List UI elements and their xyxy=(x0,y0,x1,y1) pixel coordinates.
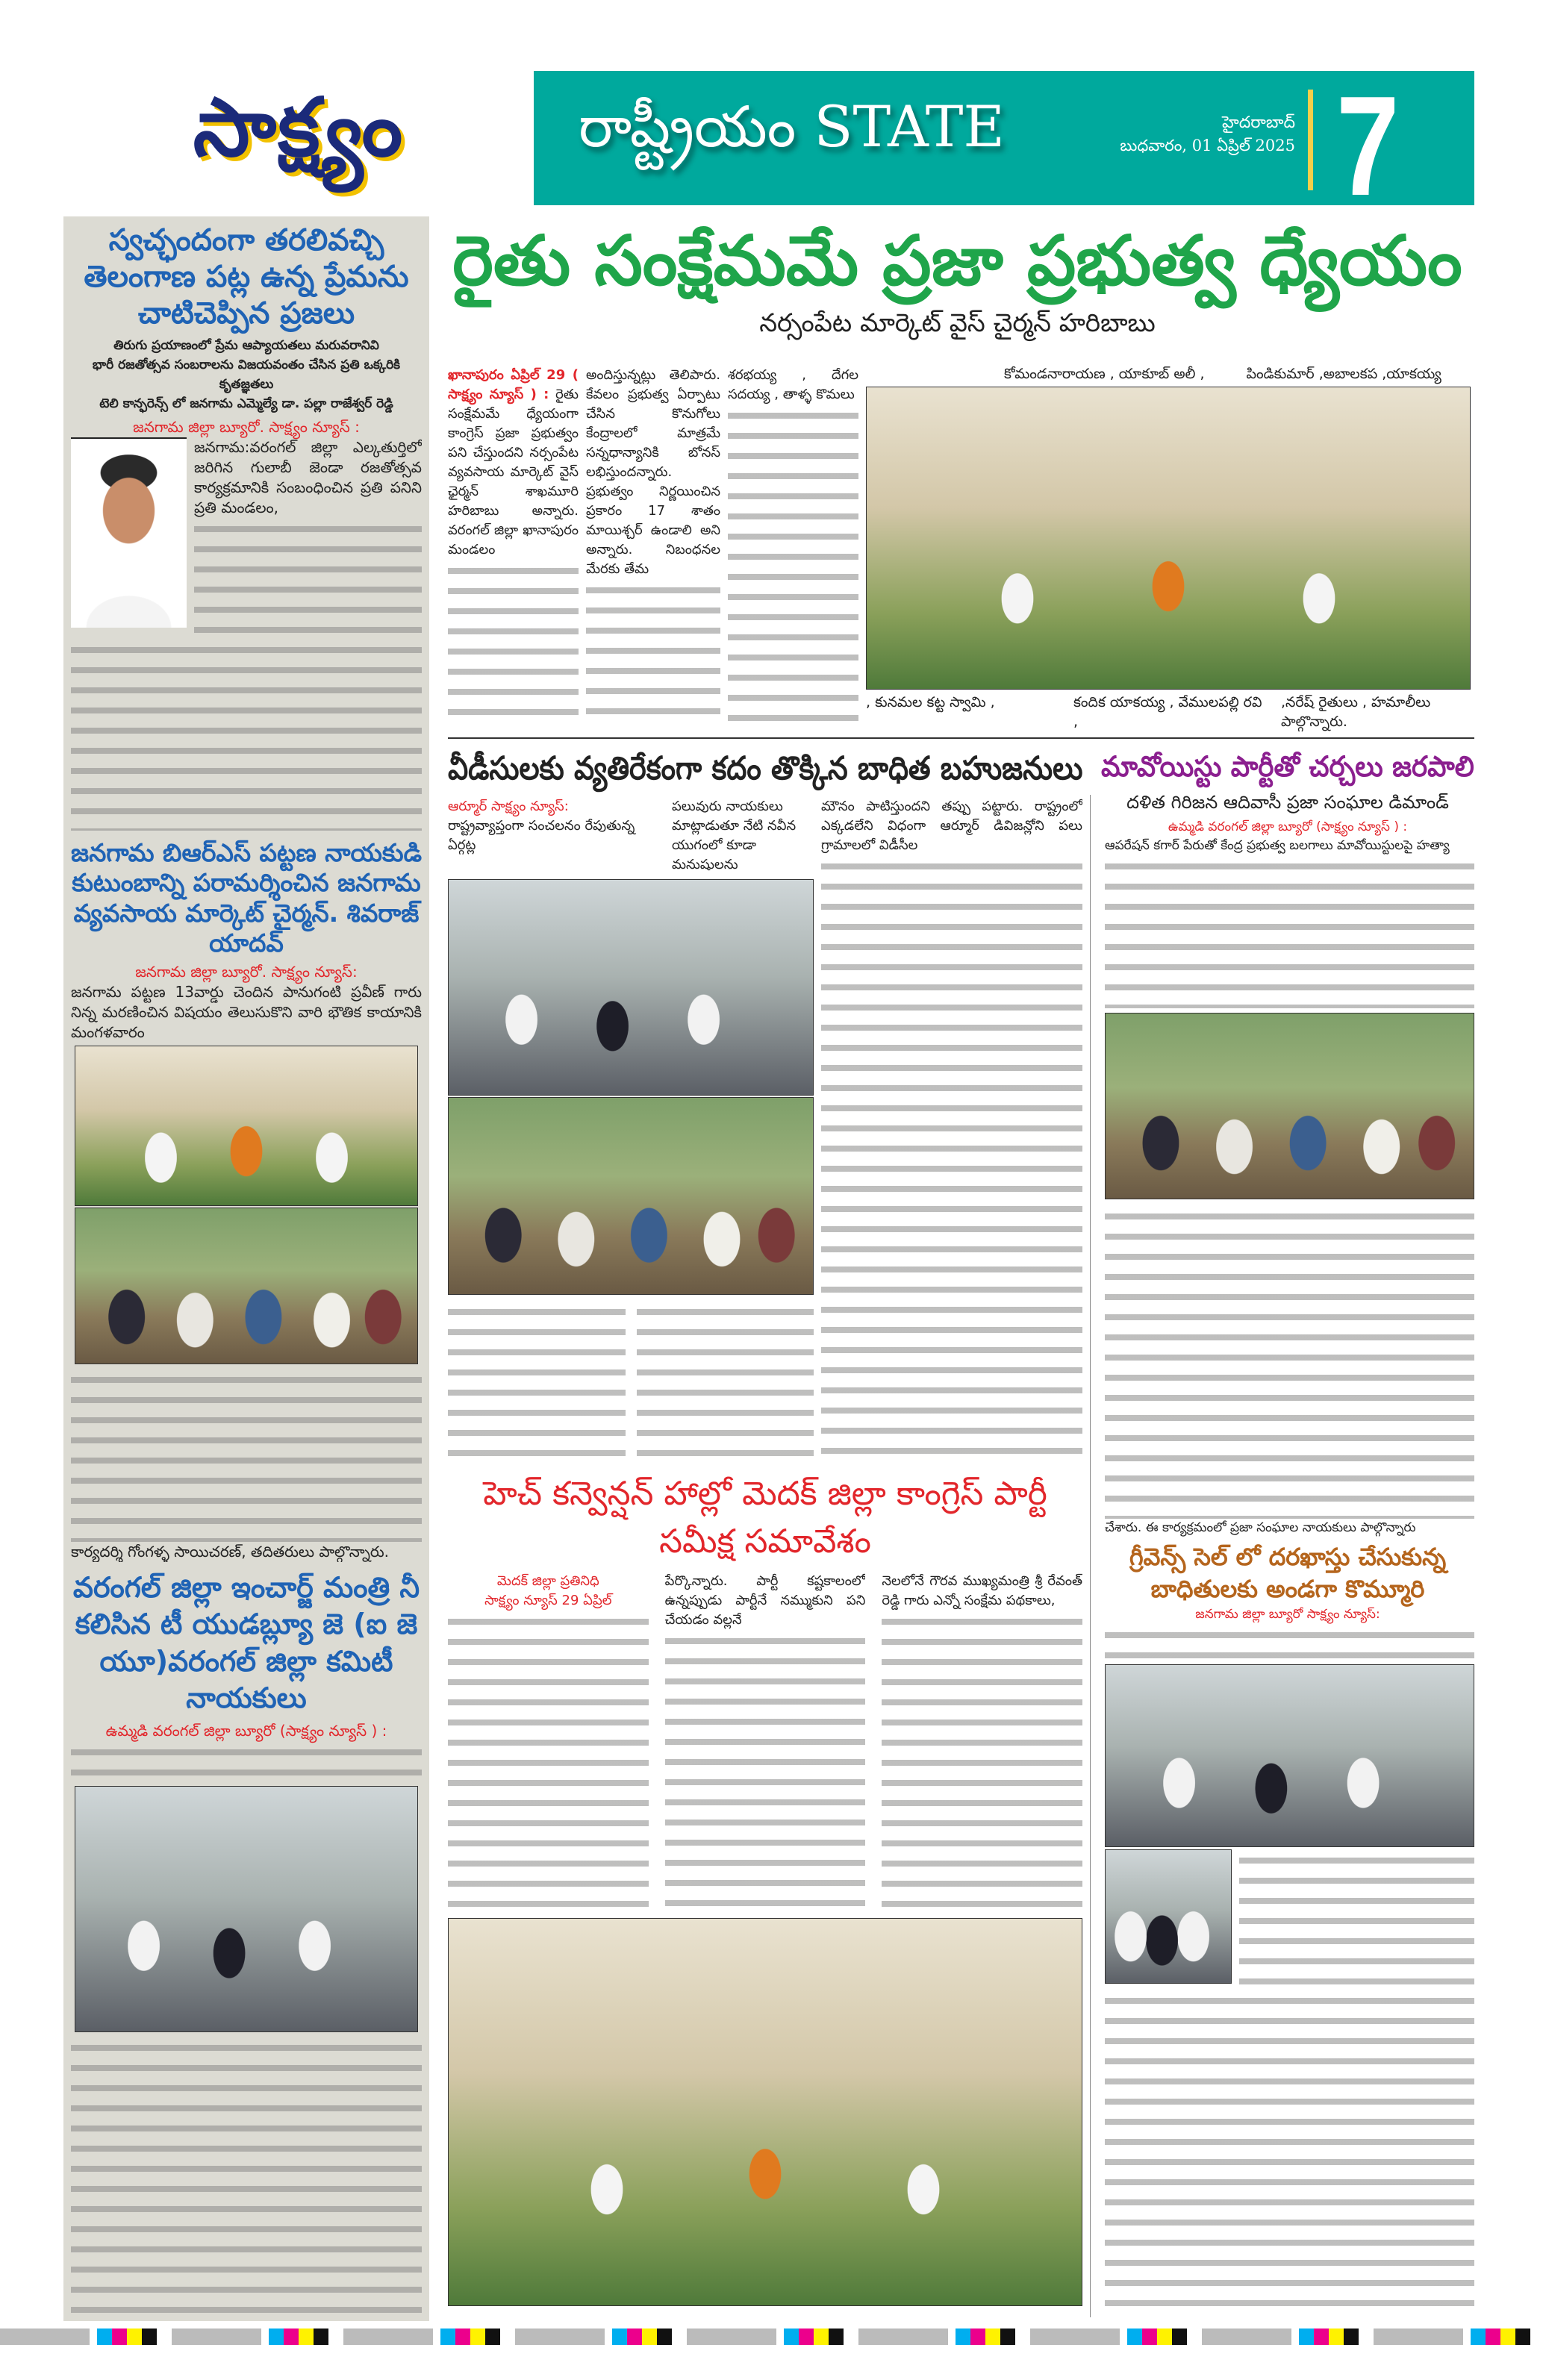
article-body xyxy=(448,1572,649,1912)
photo-caption: ,నరేష్ రైతులు , హమాలీలు పాల్గొన్నారు. xyxy=(1281,694,1431,730)
issue-date: బుధవారం, 01 ఏప్రిల్ 2025 xyxy=(1120,137,1295,154)
article-body-cont xyxy=(71,639,422,831)
article-body: నెలలోనే గౌరవ ముఖ్యమంత్రి శ్రీ రేవంత్ రెడ్డి గారు ఎన్నో సంక్షేమ పథకాలు, xyxy=(882,1572,1082,1912)
lead-headline-box xyxy=(440,220,1474,302)
newspaper-logo xyxy=(63,71,534,205)
article-body: మౌనం పాటిస్తుందని తప్పు పట్టారు. రాష్ట్రంలో ఎక్కడలేని విధంగా ఆర్మూర్ డివిజన్లోని పలు గ్రామాలలో విడీసీల xyxy=(821,797,1082,1459)
mla-portrait xyxy=(71,437,187,628)
protest-photo xyxy=(448,1097,814,1295)
grievance-photo xyxy=(1105,1664,1474,1847)
article-columns xyxy=(448,1572,1082,1912)
article-dateline: మెదక్ జిల్లా ప్రతినిధి సాక్ష్యం న్యూస్ 29 ఏప్రిల్ xyxy=(484,1572,612,1608)
congress-meeting-photo xyxy=(448,1918,1082,2306)
grievance-photo-small xyxy=(1105,1849,1232,1984)
divider xyxy=(1308,90,1313,190)
lead-subhead: నర్సంపేట మార్కెట్ వైస్ చైర్మన్ హరిబాబు xyxy=(759,308,1156,339)
article-condolence xyxy=(71,831,422,1562)
article-lead-row xyxy=(71,437,422,639)
article-body xyxy=(71,1741,422,1781)
article-body-cont xyxy=(71,2037,422,2315)
article-maoist-talks xyxy=(1101,746,1474,1537)
article-body-cont-col xyxy=(448,1301,626,1459)
article-body: ఆపరేషన్ కగార్ పేరుతో కేంద్ర ప్రభుత్వ బలగాలు మావోయిస్టులపై హత్యా xyxy=(1101,837,1474,1008)
article-tuwj-meeting xyxy=(71,1562,422,2315)
article-subhead: దళిత గిరిజన ఆదివాసీ ప్రజా సంఘాల డిమాండ్ xyxy=(1126,792,1449,813)
article-intro xyxy=(448,797,814,875)
article-headline-box xyxy=(1101,746,1474,787)
article-vdc-protest xyxy=(448,746,1082,1459)
paddy-procurement-photo xyxy=(866,387,1471,690)
article-grievance xyxy=(1101,1541,1474,2314)
lead-body-col1: ఖానాపురం ఏప్రిల్ 29 ( సాక్ష్యం న్యూస్ ) : రైతు సంక్షేమమే ధ్యేయంగా కాంగ్రెస్ ప్రజా ప్రభుత్వం పని చేస్తుందని నర్సంపేట వ్యవసాయ మార్కెట్ వైస్ ఛైర్మన్ శాఖమూరి హరిబాబు అన్నారు. వరంగల్ జిల్లా ఖానాపురం మండలం xyxy=(448,366,579,724)
article-janagama-rally xyxy=(71,222,422,831)
article-body-cont xyxy=(71,1369,422,1542)
article-body: పేర్కొన్నారు. పార్టీ కష్టకాలంలో ఉన్నప్పుడు పార్టీనే నమ్ముకుని పని చేయడం వల్లనే xyxy=(665,1572,866,1912)
lead-body-col2: అందిస్తున్నట్లు తెలిపారు. కేవలం ప్రభుత్వ ఏర్పాటు చేసిన కొనుగోలు కేంద్రాలలో మాత్రమే సన్నధాన్యానికి బోనస్ లభిస్తుందన్నారు. ప్రభుత్వం నిర్ణయించిన ప్రకారం 17 శాతం మాయిశ్చర్ ఉండాలి అని అన్నారు. నిబంధనల మేరకు తేమ xyxy=(586,366,720,724)
meeting-photo xyxy=(75,1786,418,2032)
article-dateline: ఆర్మూర్ సాక్ష్యం న్యూస్: xyxy=(448,799,569,814)
article-body: రాష్ట్రవ్యాప్తంగా సంచలనం రేపుతున్న ఏర్గట్ల xyxy=(448,818,635,853)
photo-caption-bottom xyxy=(866,693,1471,731)
article-columns xyxy=(448,797,1082,1459)
grievance-row xyxy=(1105,1849,1474,1985)
condolence-photo xyxy=(75,1208,418,1364)
article-headline: మావోయిస్టు పార్టీతో చర్చలు జరపాలి xyxy=(1101,750,1474,783)
lead-photo-block xyxy=(866,364,1471,731)
article-body-cont xyxy=(1101,1205,1474,1519)
article-left-part xyxy=(448,797,814,1459)
article-intro-col1 xyxy=(448,797,657,875)
article-dateline: జనగామ జిల్లా బ్యూరో. సాక్ష్యం న్యూస్ : xyxy=(133,418,360,437)
lead-header xyxy=(440,220,1474,362)
article-closing: చేశారు. ఈ కార్యక్రమంలో ప్రజా సంఘాల నాయకులు పాల్గొన్నారు xyxy=(1105,1520,1416,1535)
section-title: రాష్ట్రీయం STATE xyxy=(579,93,1005,160)
article-headline: స్వచ్ఛందంగా తరలివచ్చి తెలంగాణ పట్ల ఉన్న ప్రేమను చాటిచెప్పిన ప్రజలు xyxy=(84,223,409,331)
page-number: 7 xyxy=(1336,67,1400,225)
article-body xyxy=(1101,1624,1474,1661)
article-dateline: ఉమ్మడి వరంగల్ జిల్లా బ్యూరో (సాక్ష్యం న్యూస్ ) : xyxy=(1168,819,1408,834)
article-body-cont xyxy=(448,1301,814,1459)
article-subheads xyxy=(71,336,422,413)
photo-caption: , కునమల కట్ట స్వామి , xyxy=(866,694,995,710)
article-body-cont xyxy=(1101,1990,1474,2314)
article-headline: వీడీసులకు వ్యతిరేకంగా కదం తొక్కిన బాధిత బహుజనులు xyxy=(448,750,1083,787)
lead-body-col3: శరభయ్య , దేగల సదయ్య , తాళ్ళ కొమలు xyxy=(728,366,858,724)
subhead: భారీ రజతోత్సవ సంబరాలను విజయవంతం చేసిన ప్రతి ఒక్కరికి కృతజ్ఞతలు xyxy=(92,357,401,393)
article-body: జనగామ పట్టణ 13వార్డు చెందిన పానుగంటి ప్రవీణ్ గారు నిన్న మరణించిన విషయం తెలుసుకొని వారి భౌతిక కాయానికి మంగళవారం xyxy=(71,983,422,1041)
article-medak-congress xyxy=(448,1470,1082,2306)
article-dateline: ఉమ్మడి వరంగల్ జిల్లా బ్యూరో (సాక్ష్యం న్యూస్ ) : xyxy=(105,1721,387,1740)
edition-info xyxy=(1082,112,1295,157)
article-body-cont-col xyxy=(637,1301,814,1459)
divider xyxy=(448,737,1474,739)
photo-caption: కోమండనారాయణ , యాకూబ్ అలీ , xyxy=(1004,366,1205,382)
article-headline: హెచ్ కన్వెన్షన్ హాల్లో మెదక్ జిల్లా కాంగ్రెస్ పార్టీ సమీక్ష సమావేశం xyxy=(483,1475,1047,1561)
left-sidebar xyxy=(63,216,429,2321)
article-body: జనగామ:వరంగల్ జిల్లా ఎల్కతుర్తిలో జరిగిన గులాబీ జెండా రజతోత్సవ కార్యక్రమానికి సంబంధించిన ప్రతి పనిని ప్రతి మండలం, xyxy=(194,437,422,639)
photo-caption: కందిక యాకయ్య , వేములపల్లి రవి , xyxy=(1073,694,1262,730)
lead-headline: రైతు సంక్షేమమే ప్రజా ప్రభుత్వ ధ్యేయం xyxy=(452,221,1462,301)
article-body: పలువురు నాయకులు మాట్లాడుతూ నేటి నవీన యుగంలో కూడా మనుషులను xyxy=(672,799,797,872)
photo-caption: పిండికుమార్ ,అబాలకప ,యాకయ్య xyxy=(1246,366,1441,382)
print-registration-bar xyxy=(0,2329,1543,2345)
section-title-box xyxy=(579,93,1071,174)
photo-caption-top xyxy=(866,364,1471,384)
press-meet-photo xyxy=(1105,1013,1474,1199)
edition-city: హైదరాబాద్ xyxy=(1222,113,1295,132)
article-closing: కార్యదర్శి గోంగళ్ళ సాయిచరణ్, తదితరులు పాల్గొన్నారు. xyxy=(71,1543,390,1561)
column-divider xyxy=(1090,795,1091,2317)
subhead: టెలి కాన్ఫరెన్స్ లో జనగామ ఎమ్మెల్యే డా. పల్లా రాజేశ్వర్ రెడ్డి xyxy=(99,396,393,412)
article-headline-box xyxy=(448,746,1082,791)
article-dateline: జనగామ జిల్లా బ్యూరో సాక్ష్యం న్యూస్: xyxy=(1195,1607,1380,1622)
article-headline: వరంగల్ జిల్లా ఇంచార్జ్ మంత్రి నీ కలిసిన టీ యుడబ్ల్యూ జె (ఐ జె యూ)వరంగల్ జిల్లా కమిటీ నాయకులు xyxy=(72,1571,420,1715)
article-body xyxy=(1239,1849,1474,1985)
condolence-photo xyxy=(75,1046,418,1206)
article-headline: జనగామ బిఆర్ఎస్ పట్టణ నాయకుడి కుటుంబాన్ని పరామర్శించిన జనగామ వ్యవసాయ మార్కెట్ చైర్మన్. శివరాజ్ యాదవ్ xyxy=(71,838,423,958)
masthead-band xyxy=(534,67,1474,225)
article-dateline: జనగామ జిల్లా బ్యూరో. సాక్ష్యం న్యూస్: xyxy=(135,963,358,981)
protest-photo xyxy=(448,879,814,1096)
logo-text: సాక్ష్యం xyxy=(193,81,405,175)
article-headline: గ్రీవెన్స్ సెల్ లో దరఖాస్తు చేసుకున్న బాధితులకు అండగా కొమ్మూరి xyxy=(1129,1543,1447,1604)
subhead: తిరుగు ప్రయాణంలో ప్రేమ ఆప్యాయతలు మరువరానివి xyxy=(113,338,379,354)
